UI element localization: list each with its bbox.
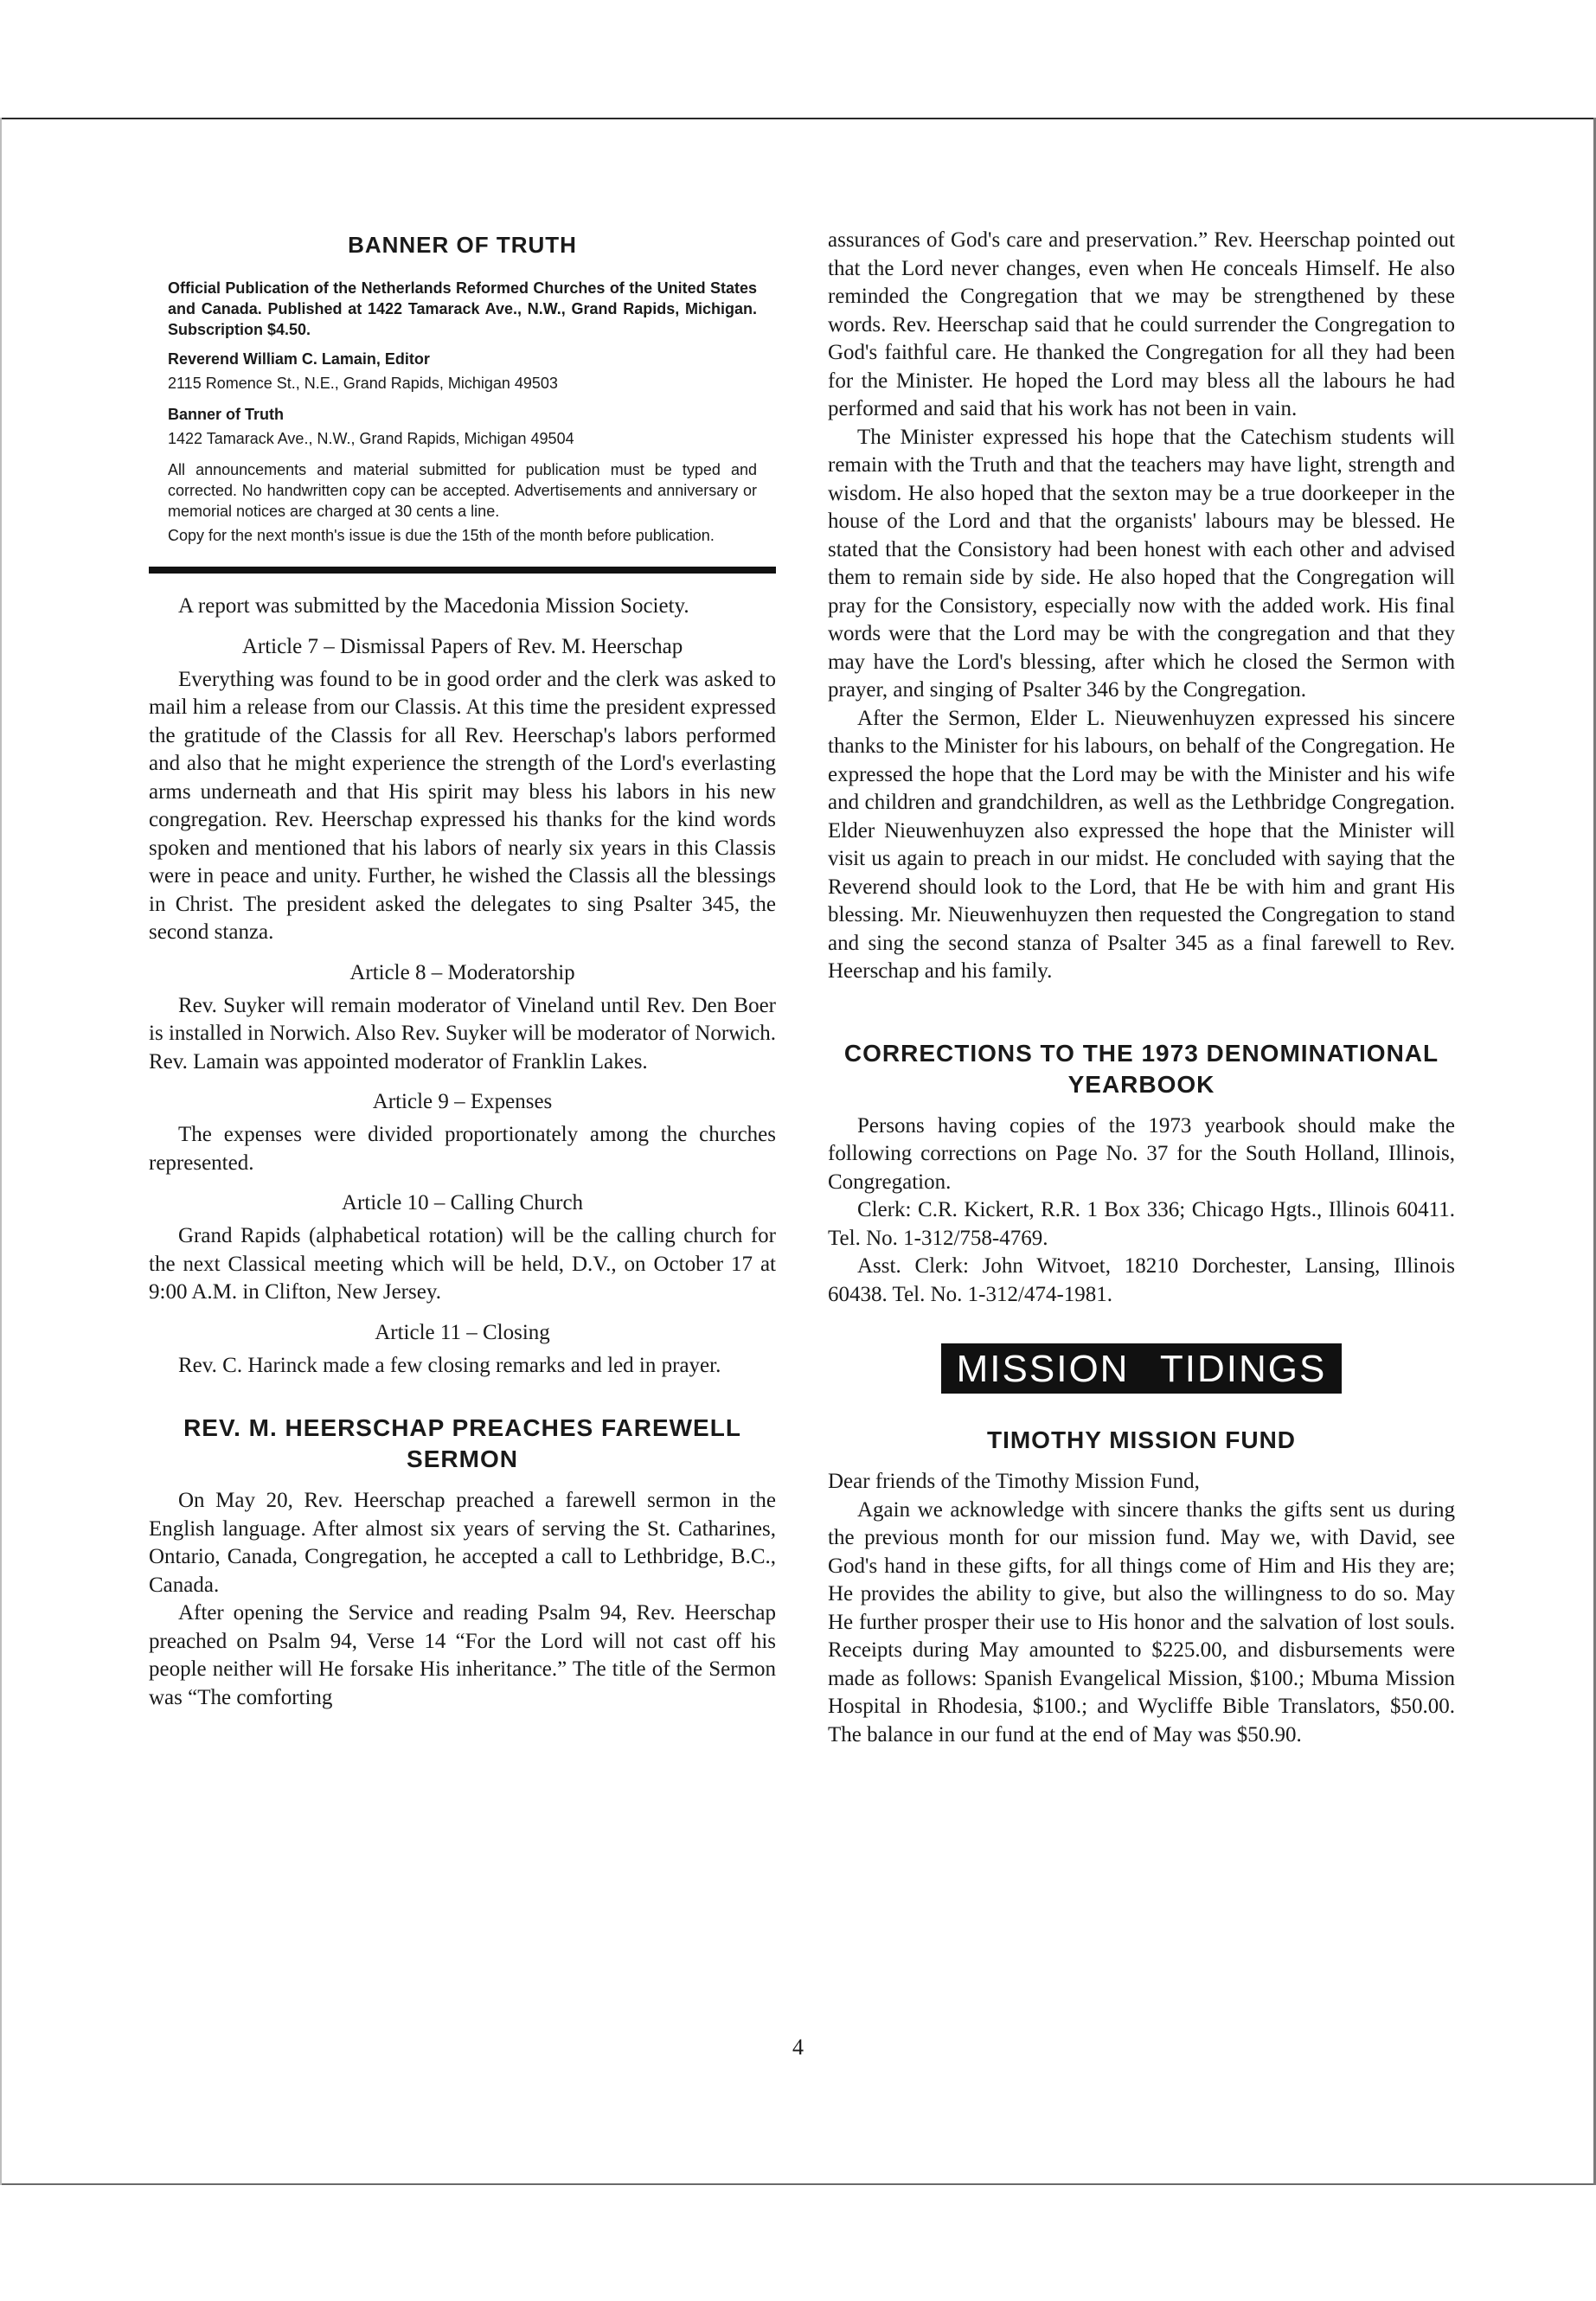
masthead-notice-deadline: Copy for the next month's issue is due the 15th of the month before publication.: [168, 527, 715, 544]
page-number: 4: [792, 2035, 804, 2060]
masthead-editor-address: 2115 Romence St., N.E., Grand Rapids, Michigan 49503: [168, 375, 558, 392]
masthead-notice-submissions: All announcements and material submitted for publication must be typed and corrected. No handwritten copy can be accepted. Advertisements and anniversary or memorial notices are charged at 30 cents a line.: [168, 461, 757, 520]
article-7-heading: Article 7 – Dismissal Papers of Rev. M. Heerschap: [241, 634, 683, 658]
masthead: [149, 232, 776, 546]
masthead-title: BANNER OF TRUTH: [348, 232, 577, 258]
mission-tidings-banner: [828, 1343, 1455, 1394]
scan-edge-top: [0, 118, 1596, 119]
timothy-fund-heading: TIMOTHY MISSION FUND: [986, 1426, 1297, 1453]
yearbook-corrections-asst-clerk: Asst. Clerk: John Witvoet, 18210 Dorchester, Lansing, Illinois 60438. Tel. No. 1-312/474-1981.: [828, 1254, 1455, 1306]
farewell-sermon-paragraph-2: After opening the Service and reading Psalm 94, Rev. Heerschap preached on Psalm 94, Verse 14 “For the Lord will not cast off his people neither will He forsake His inheritance.” The title of the Sermon was “The comforting: [149, 1601, 776, 1709]
left-column: [149, 227, 776, 1712]
timothy-fund-body: Again we acknowledge with sincere thanks the gifts sent us during the previous month for our mission fund. May we, with David, see God's hand in these gifts, for all things come of Him and His they are; He provides the ability to give, but also the willingness to do so. May He further prosper their use to His honor and the salvation of lost souls. Receipts during May amounted to $225.00, and disbursements were made as follows: Spanish Evangelical Mission, $100.; Mbuma Mission Hospital in Rhodesia, $100.; and Wycliffe Bible Translators, $50.00. The balance in our fund at the end of May was $50.90.: [828, 1497, 1455, 1747]
article-8-body: Rev. Suyker will remain moderator of Vineland until Rev. Den Boer is installed in Norwich. Also Rev. Suyker will be moderator of Norwich. Rev. Lamain was appointed moderator of Franklin Lakes.: [149, 993, 776, 1074]
scan-edge-left: [0, 118, 2, 2185]
masthead-divider: [149, 567, 776, 574]
right-column: [828, 227, 1455, 1749]
farewell-sermon-paragraph-1: On May 20, Rev. Heerschap preached a farewell sermon in the English language. After almost six years of serving the St. Catharines, Ontario, Canada, Congregation, he accepted a call to Lethbridge, B.C., Canada.: [149, 1489, 776, 1597]
masthead-editor-name: Reverend William C. Lamain, Editor: [168, 350, 430, 368]
masthead-office-name: Banner of Truth: [168, 406, 284, 423]
article-9-heading: Article 9 – Expenses: [372, 1090, 553, 1113]
article-10-body: Grand Rapids (alphabetical rotation) will be the calling church for the next Classical meeting which will be held, D.V., on October 17 at 9:00 A.M. in Clifton, New Jersey.: [149, 1224, 776, 1304]
mission-tidings-title: MISSION TIDINGS: [941, 1343, 1343, 1394]
article-9-body: The expenses were divided proportionately among the churches represented.: [149, 1123, 776, 1175]
mission-society-report: A report was submitted by the Macedonia Mission Society.: [178, 594, 689, 618]
yearbook-corrections-clerk: Clerk: C.R. Kickert, R.R. 1 Box 336; Chicago Hgts., Illinois 60411. Tel. No. 1-312/758-4769.: [828, 1198, 1455, 1250]
yearbook-corrections-heading: CORRECTIONS TO THE 1973 DENOMINATIONAL YEARBOOK: [843, 1039, 1439, 1098]
timothy-fund-greeting: Dear friends of the Timothy Mission Fund,: [828, 1470, 1200, 1493]
article-7-body: Everything was found to be in good order and the clerk was asked to mail him a release from our Classis. At this time the president expressed the gratitude of the Classis for all Rev. Heerschap's labors performed and also that he might experience the strength of the Lord's everlasting arms underneath and that His spirit may bless his labors in his new congregation. Rev. Heerschap expressed his thanks for the kind words spoken and mentioned that his labors of nearly six years in this Classis were in peace and unity. Further, he wished the Classis all the blessings in Christ. The president asked the delegates to sing Psalter 345, the second stanza.: [149, 667, 776, 944]
farewell-sermon-paragraph-4: The Minister expressed his hope that the Catechism students will remain with the Truth and that the teachers may have light, strength and wisdom. He also hoped that the sexton may be a true doorkeeper in the house of the Lord and that the organists' labours may be blessed. He stated that the Consistory had been honest with each other and advised them to remain side by side. He also hoped that the Congregation will pray for the Consistory, especially now with the added work. His final words were that the Lord may be with the congregation and that they may have the Lord's blessing, after which he closed the Sermon with prayer, and singing of Psalter 346 by the Congregation.: [828, 425, 1455, 702]
article-10-heading: Article 10 – Calling Church: [341, 1191, 584, 1215]
article-8-heading: Article 8 – Moderatorship: [349, 960, 575, 984]
scan-edge-bottom: [0, 2183, 1596, 2185]
masthead-publication: Official Publication of the Netherlands Reformed Churches of the United States and Canada. Published at 1422 Tamarack Ave., N.W., Grand Rapids, Michigan. Subscription $4.50.: [168, 279, 757, 338]
yearbook-corrections-paragraph-1: Persons having copies of the 1973 yearbook should make the following corrections on Page No. 37 for the South Holland, Illinois, Congregation.: [828, 1113, 1455, 1194]
farewell-sermon-paragraph-5: After the Sermon, Elder L. Nieuwenhuyzen expressed his sincere thanks to the Minister for his labours, on behalf of the Congregation. He expressed the hope that the Lord may be with the Minister and his wife and children and grandchildren, as well as the Lethbridge Congregation. Elder Nieuwenhuyzen also expressed the hope that the Minister will visit us again to preach in our midst. He concluded with saying that the Reverend should look to the Lord, that He be with him and grant His blessing. Mr. Nieuwenhuyzen then requested the Congregation to stand and sing the second stanza of Psalter 345 as a final farewell to Rev. Heerschap and his family.: [828, 706, 1455, 983]
masthead-office-address: 1422 Tamarack Ave., N.W., Grand Rapids, Michigan 49504: [168, 430, 574, 447]
farewell-sermon-heading: REV. M. HEERSCHAP PREACHES FAREWELL SERMON: [183, 1414, 741, 1472]
farewell-sermon-paragraph-3: assurances of God's care and preservation.” Rev. Heerschap pointed out that the Lord never changes, even when He conceals Himself. He also reminded the Congregation that we may be strengthened by these words. Rev. Heerschap said that he could surrender the Congregation to God's faithful care. He thanked the Congregation for all they had been for the Minister. He hoped the Lord may bless all the labours he had performed and said that his work has not been in vain.: [828, 228, 1455, 420]
article-11-heading: Article 11 – Closing: [375, 1320, 550, 1344]
article-11-body: Rev. C. Harinck made a few closing remarks and led in prayer.: [178, 1353, 721, 1377]
